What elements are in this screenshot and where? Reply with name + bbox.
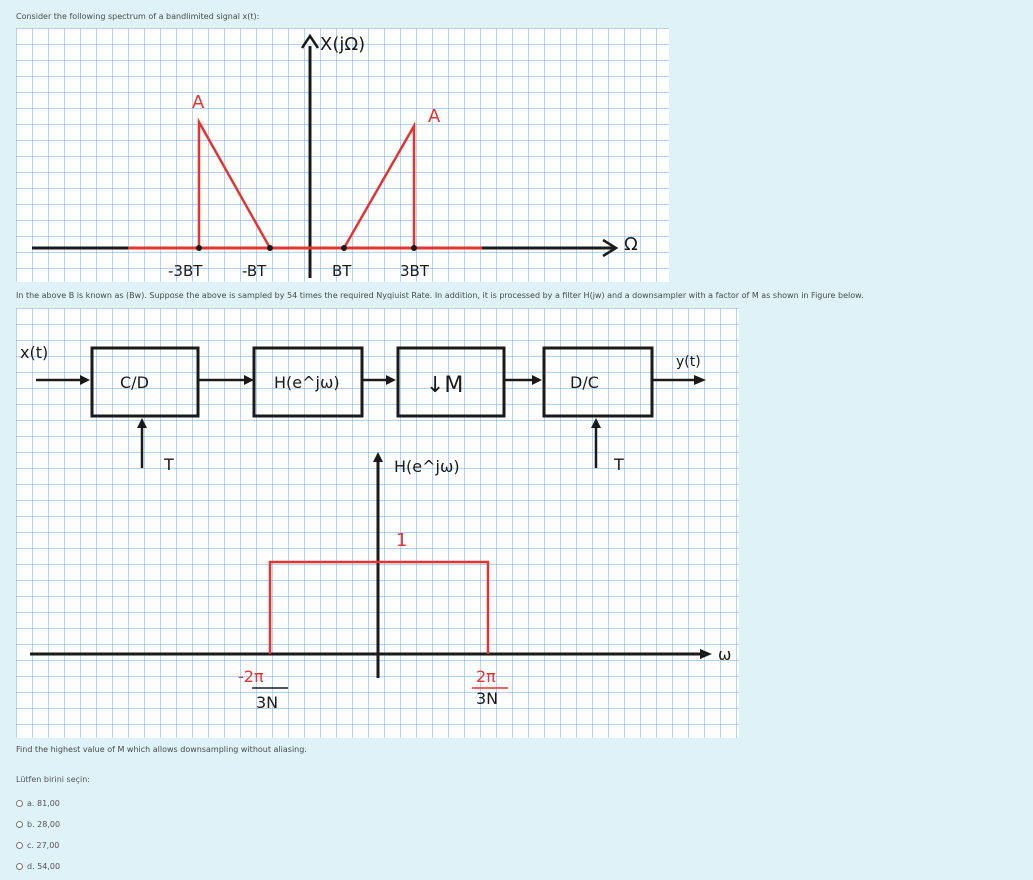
radio-b[interactable] [16,821,23,828]
question-intro: Consider the following spectrum of a bandlimited signal x(t): [16,12,260,21]
option-a-label: a. 81,00 [27,799,60,808]
option-b[interactable] [16,814,60,835]
left-cutoff-den: 3N [256,693,279,712]
radio-d[interactable] [16,863,23,870]
radio-a[interactable] [16,800,23,807]
question-ask: Find the highest value of M which allows downsampling without aliasing. [16,745,307,754]
question-middle: In the above B is known as (Bw). Suppose the above is sampled by 54 times the required Nyqiuist Rate. In addition, it is processed by a filter H(jw) and a downsampler with a factor of M as shown in Figure below. [16,291,864,300]
system-drawing [16,308,739,738]
option-a[interactable] [16,793,60,814]
spectrum-drawing [16,28,669,282]
answer-options [16,793,60,877]
peak-right-label: A [428,106,441,127]
answer-prompt: Lütfen birini seçin: [16,775,90,784]
tick-neg-3b: -3BT [168,262,203,280]
option-c[interactable] [16,835,60,856]
spectrum-x-label: Ω [624,234,638,255]
option-b-label: b. 28,00 [27,820,61,829]
filter-label: H(e^jω) [274,373,340,392]
filter-gain: 1 [396,530,408,551]
input-label: x(t) [20,343,49,362]
tick-3b: 3BT [400,262,429,280]
right-cutoff-den: 3N [476,689,499,708]
tick-b: BT [332,262,352,280]
t-left-label: T [164,455,174,474]
tick-neg-b: -BT [242,262,267,280]
option-d[interactable] [16,856,60,877]
option-d-label: d. 54,00 [27,862,61,871]
option-c-label: c. 27,00 [27,841,60,850]
t-right-label: T [614,455,624,474]
omega-label: ω [718,645,732,664]
system-figure [16,308,739,738]
spectrum-figure [16,28,669,282]
spectrum-y-label: X(jΩ) [320,34,366,55]
downsampler-label: ↓M [426,373,464,398]
left-cutoff-num: -2π [238,667,264,686]
peak-left-label: A [192,92,205,113]
right-cutoff-num: 2π [476,667,496,686]
dc-label: D/C [570,373,599,392]
filter-response-title: H(e^jω) [394,457,460,476]
output-label: y(t) [676,354,701,370]
cd-label: C/D [120,373,149,392]
radio-c[interactable] [16,842,23,849]
